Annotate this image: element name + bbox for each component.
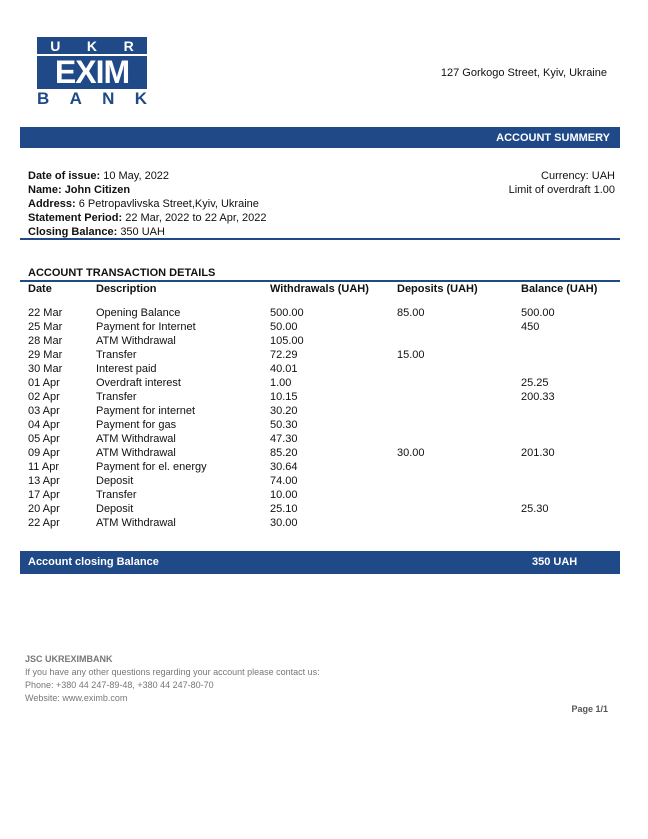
footer-website: Website: www.eximb.com — [25, 693, 128, 703]
table-row — [0, 348, 648, 362]
row-date: 28 Mar — [28, 335, 63, 347]
table-row — [0, 362, 648, 376]
row-date: 17 Apr — [28, 489, 60, 501]
row-withdrawal: 105.00 — [270, 335, 304, 347]
table-row — [0, 432, 648, 446]
row-description: Overdraft interest — [96, 377, 181, 389]
row-withdrawal: 30.20 — [270, 405, 298, 417]
closing-balance-bar — [20, 551, 620, 574]
logo-ukr-band: U K R — [37, 37, 147, 54]
row-withdrawal: 30.00 — [270, 517, 298, 529]
account-summary-title: ACCOUNT SUMMERY — [496, 131, 610, 144]
table-row — [0, 404, 648, 418]
row-description: ATM Withdrawal — [96, 335, 176, 347]
table-row — [0, 460, 648, 474]
column-deposits: Deposits (UAH) — [397, 283, 478, 295]
row-date: 20 Apr — [28, 503, 60, 515]
closing-balance-value: 350 UAH — [532, 556, 578, 568]
row-withdrawal: 50.30 — [270, 419, 298, 431]
transactions-divider — [20, 280, 620, 282]
row-date: 30 Mar — [28, 363, 63, 375]
row-description: Payment for gas — [96, 419, 177, 431]
table-row — [0, 446, 648, 460]
row-date: 05 Apr — [28, 433, 60, 445]
row-withdrawal: 85.20 — [270, 447, 298, 459]
date-of-issue-line: Date of issue: 10 May, 2022 — [28, 170, 170, 182]
row-withdrawal: 74.00 — [270, 475, 298, 487]
name-line: Name: John Citizen — [28, 184, 131, 196]
row-balance: 25.25 — [521, 377, 549, 389]
row-deposit: 85.00 — [397, 307, 425, 319]
row-withdrawal: 1.00 — [270, 377, 292, 389]
account-terms — [509, 169, 615, 197]
row-date: 29 Mar — [28, 349, 63, 361]
footer-contact: If you have any other questions regarding your account please contact us: — [25, 667, 320, 677]
closing-balance-line: Closing Balance: 350 UAH — [28, 226, 165, 238]
row-withdrawal: 40.01 — [270, 363, 298, 375]
row-date: 02 Apr — [28, 391, 60, 403]
overdraft-limit: Limit of overdraft 1.00 — [508, 184, 615, 196]
row-withdrawal: 10.00 — [270, 489, 298, 501]
address-line: Address: 6 Petropavlivska Street,Kyiv, Ukraine — [28, 198, 259, 210]
table-row — [0, 334, 648, 348]
row-withdrawal: 47.30 — [270, 433, 298, 445]
row-withdrawal: 30.64 — [270, 461, 298, 473]
table-row — [0, 376, 648, 390]
bank-address: 127 Gorkogo Street, Kyiv, Ukraine — [440, 67, 607, 79]
row-date: 04 Apr — [28, 419, 60, 431]
bank-logo — [37, 37, 147, 109]
row-description: Deposit — [96, 503, 134, 515]
column-description: Description — [96, 283, 157, 295]
column-withdrawals: Withdrawals (UAH) — [270, 283, 369, 295]
row-withdrawal: 10.15 — [270, 391, 298, 403]
row-deposit: 15.00 — [397, 349, 425, 361]
table-row — [0, 306, 648, 320]
transactions-title: ACCOUNT TRANSACTION DETAILS — [28, 267, 216, 279]
row-date: 25 Mar — [28, 321, 63, 333]
row-withdrawal: 25.10 — [270, 503, 298, 515]
closing-balance-label: Account closing Balance — [28, 556, 159, 568]
row-balance: 201.30 — [521, 447, 555, 459]
row-description: Opening Balance — [96, 307, 181, 319]
row-balance: 450 — [521, 321, 540, 333]
table-row — [0, 516, 648, 530]
row-description: Payment for Internet — [96, 321, 196, 333]
statement-info — [28, 169, 266, 239]
row-description: ATM Withdrawal — [96, 447, 176, 459]
row-date: 13 Apr — [28, 475, 60, 487]
row-balance: 25.30 — [521, 503, 549, 515]
row-date: 09 Apr — [28, 447, 60, 459]
statement-period-line: Statement Period: 22 Mar, 2022 to 22 Apr, 2022 — [28, 212, 267, 224]
row-date: 11 Apr — [28, 461, 59, 473]
row-description: Transfer — [96, 349, 137, 361]
table-row — [0, 320, 648, 334]
row-date: 22 Apr — [28, 517, 60, 529]
footer — [25, 653, 320, 705]
row-description: ATM Withdrawal — [96, 433, 176, 445]
table-row — [0, 474, 648, 488]
row-description: Interest paid — [96, 363, 157, 375]
logo-exim-band: EXIM — [37, 56, 147, 89]
row-balance: 500.00 — [521, 307, 555, 319]
row-description: Payment for internet — [96, 405, 196, 417]
row-description: Transfer — [96, 489, 137, 501]
row-description: ATM Withdrawal — [96, 517, 176, 529]
row-balance: 200.33 — [521, 391, 555, 403]
account-summary-header — [20, 127, 620, 148]
footer-company: JSC UKREXIMBANK — [25, 654, 113, 664]
row-date: 01 Apr — [28, 377, 60, 389]
row-description: Payment for el. energy — [96, 461, 207, 473]
info-divider — [20, 238, 620, 240]
row-description: Deposit — [96, 475, 134, 487]
table-row — [0, 488, 648, 502]
row-date: 03 Apr — [28, 405, 60, 417]
row-description: Transfer — [96, 391, 137, 403]
row-date: 22 Mar — [28, 307, 63, 319]
column-balance: Balance (UAH) — [521, 283, 598, 295]
row-withdrawal: 72.29 — [270, 349, 298, 361]
footer-phone: Phone: +380 44 247-89-48, +380 44 247-80-70 — [25, 680, 214, 690]
row-deposit: 30.00 — [397, 447, 425, 459]
currency: Currency: UAH — [541, 170, 615, 182]
page-number: Page 1/1 — [571, 704, 608, 714]
row-withdrawal: 50.00 — [270, 321, 298, 333]
table-row — [0, 502, 648, 516]
table-row — [0, 418, 648, 432]
table-row — [0, 390, 648, 404]
logo-bank-word: B A N K — [37, 89, 147, 108]
column-date: Date — [28, 283, 52, 295]
row-withdrawal: 500.00 — [270, 307, 304, 319]
